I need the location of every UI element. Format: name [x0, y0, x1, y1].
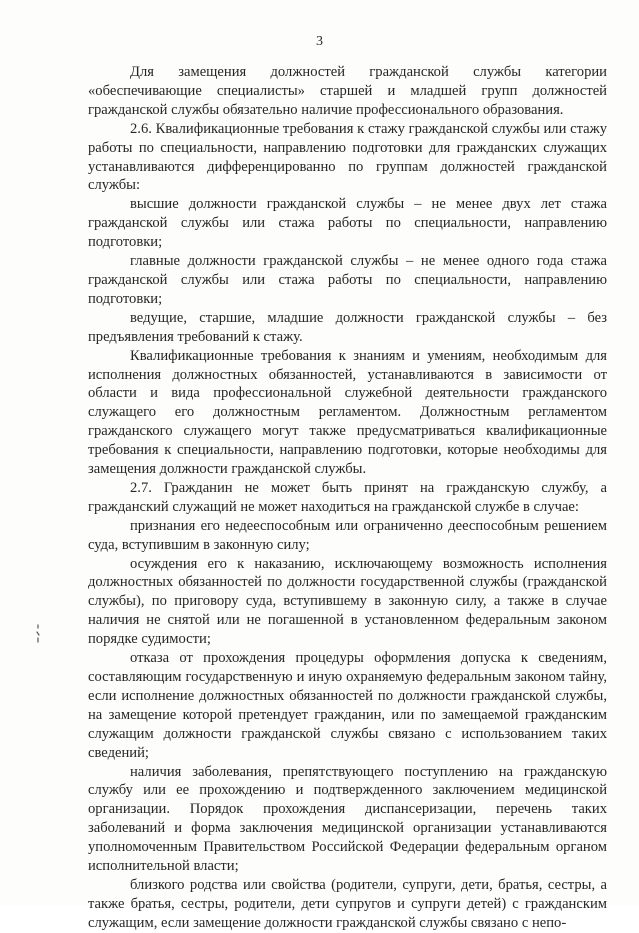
paragraph-conviction: осуждения его к наказанию, исключающему возможность исполнения должностных обязанностей по должности государственной службы (гражданской службы), по приговору суда, вступившему в законную силу, а также в случае наличия не снятой или не погашенной в установленном федеральным законом порядке судимости;: [88, 555, 607, 648]
paragraph-disease: наличия заболевания, препятствующего поступлению на гражданскую службу или ее прохождению и подтвержденного заключением медицинской организации. Порядок прохождения диспансеризации, перечень таких заболеваний и форма заключения медицинской организации устанавливаются уполномоченным Правительством Российской Федерации федеральным органом исполнительной власти;: [88, 763, 607, 875]
paragraph-knowledge-skills-requirements: Квалификационные требования к знаниям и умениям, необходимым для исполнения должностных обязанностей, устанавливаются в зависимости от области и вида профессиональной служебной деятельности гражданского служащего его должностным регламентом. Должностным регламентом гражданского служащего могут также предусматриваться квалификационные требования к специальности, направлению подготовки, которые необходимы для замещения должности гражданской службы.: [88, 347, 607, 478]
scan-mark-icon: [34, 624, 42, 646]
paragraph-main-positions: главные должности гражданской службы – не менее одного года стажа гражданской службы или стажа работы по специальности, направлению подготовки;: [88, 253, 607, 307]
paragraph-education-requirement: Для замещения должностей гражданской службы категории «обеспечивающие специалисты» старшей и младшей групп должностей гражданской службы обязательно наличие профессионального образования.: [88, 64, 607, 118]
page-number: 3: [316, 34, 323, 49]
paragraph-incapacity: признания его недееспособным или ограниченно дееспособным решением суда, вступившим в законную силу;: [88, 517, 607, 553]
paragraph-2-7-restrictions: 2.7. Гражданин не может быть принят на гражданскую службу, а гражданский служащий не может находиться на гражданской службе в случае:: [88, 479, 607, 515]
paragraph-2-6-experience-requirements: 2.6. Квалификационные требования к стажу гражданской службы или стажу работы по специальности, направлению подготовки для гражданских служащих устанавливаются дифференцированно по группам должностей гражданской службы:: [88, 120, 607, 194]
paragraph-leading-senior-junior-positions: ведущие, старшие, младшие должности гражданской службы – без предъявления требований к стажу.: [88, 309, 607, 345]
document-body: [88, 63, 607, 933]
paragraph-security-clearance-refusal: отказа от прохождения процедуры оформления допуска к сведениям, составляющим государственную и иную охраняемую федеральным законом тайну, если исполнение должностных обязанностей по должности гражданской службы, на замещение которой претендует гражданин, или по замещаемой гражданским служащим должности гражданской службы связано с использованием таких сведений;: [88, 650, 607, 761]
paragraph-highest-positions: высшие должности гражданской службы – не менее двух лет стажа гражданской службы или стажа работы по специальности, направлению подготовки;: [88, 196, 607, 251]
paragraph-close-relationship: близкого родства или свойства (родители, супруги, дети, братья, сестры, а также братья, сестры, родители, дети супругов и супруги детей) с гражданским служащим, если замещение должности гражданской службы связано с непо-: [88, 876, 607, 931]
